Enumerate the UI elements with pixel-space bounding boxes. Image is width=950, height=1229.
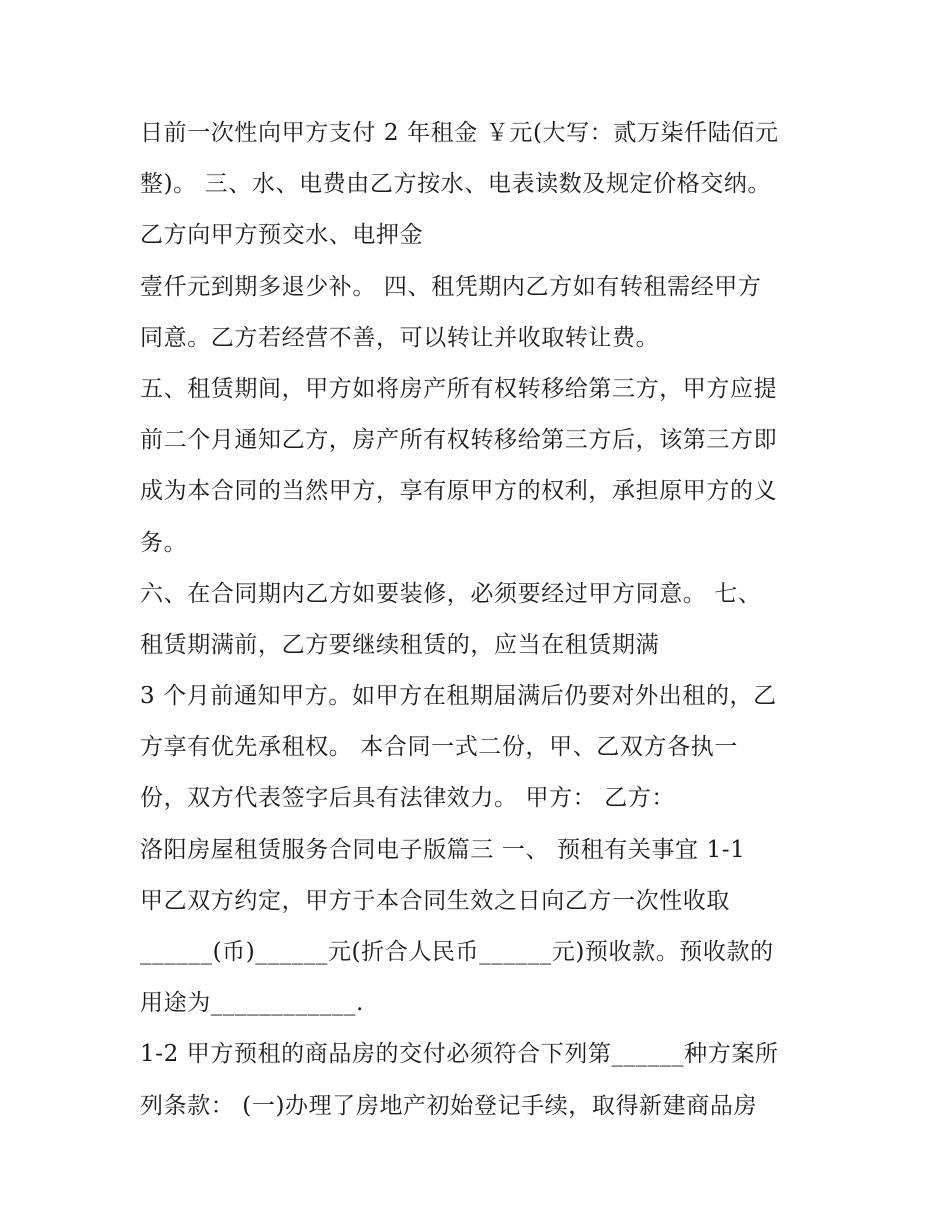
- text-line: 同意。乙方若经营不善，可以转让并收取转让费。: [140, 324, 660, 351]
- text-line: 六、在合同期内乙方如要装修，必须要经过甲方同意。 七、: [140, 580, 762, 607]
- text-line: 列条款： (一)办理了房地产初始登记手续，取得新建商品房: [140, 1092, 758, 1119]
- text-line: 日前一次性向甲方支付 2 年租金 ￥元(大写：贰万柒仟陆佰元: [140, 120, 779, 146]
- text-line: 甲乙双方约定，甲方于本合同生效之日向乙方一次性收取: [140, 887, 730, 914]
- text-line: 务。: [140, 529, 188, 556]
- document-body: [140, 108, 830, 1132]
- text-line: 整)。 三、水、电费由乙方按水、电表读数及规定价格交纳。: [140, 171, 772, 198]
- text-line: 3 个月前通知甲方。如甲方在租期届满后仍要对外出租的，乙: [140, 683, 777, 710]
- text-line: 乙方向甲方预交水、电押金: [140, 222, 424, 249]
- text-line: 洛阳房屋租赁服务合同电子版篇三 一、 预租有关事宜 1-1: [140, 836, 746, 863]
- text-line: 成为本合同的当然甲方，享有原甲方的权利，承担原甲方的义: [140, 478, 778, 505]
- text-line: 1-2 甲方预租的商品房的交付必须符合下列第______种方案所: [140, 1041, 779, 1068]
- text-line: 份，双方代表签字后具有法律效力。 甲方： 乙方：: [140, 785, 676, 812]
- text-line: 租赁期满前，乙方要继续租赁的，应当在租赁期满: [140, 631, 660, 658]
- text-line: 五、租赁期间，甲方如将房产所有权转移给第三方，甲方应提: [140, 375, 778, 402]
- text-line: ______(币)______元(折合人民币______元)预收款。预收款的: [140, 939, 774, 965]
- text-line: 前二个月通知乙方，房产所有权转移给第三方后，该第三方即: [140, 427, 778, 454]
- text-line: 用途为____________.: [140, 990, 364, 1017]
- text-line: 方享有优先承租权。 本合同一式二份，甲、乙双方各执一: [140, 734, 738, 761]
- text-line: 壹仟元到期多退少补。 四、租凭期内乙方如有转租需经甲方: [140, 273, 762, 300]
